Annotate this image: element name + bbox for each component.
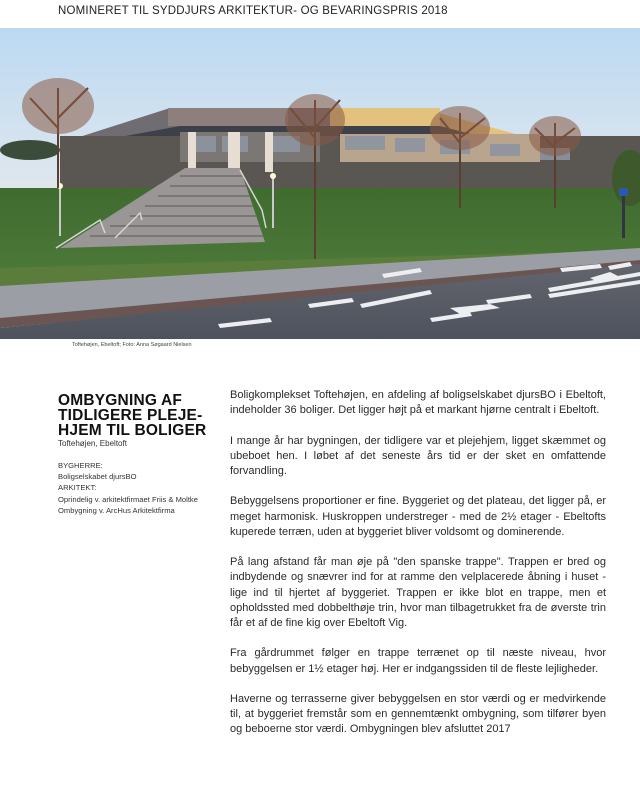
title-line: OMBYGNING AF <box>58 392 183 409</box>
project-credits <box>58 460 228 516</box>
article-title <box>58 393 228 438</box>
architect-label: ARKITEKT: <box>58 483 97 493</box>
body-paragraph: Boligkomplekset Toftehøjen, en afdeling af boligselskabet djursBO i Ebeltoft, indeholder 36 boliger. Det ligger højt på et markant hjørne centralt i Ebeltoft. <box>230 389 606 417</box>
client-value: Boligselskabet djursBO <box>58 472 137 482</box>
photo-caption: Toftehøjen, Ebeltoft; Foto: Anna Søgaard Nielsen <box>72 342 192 348</box>
article-subtitle: Toftehøjen, Ebeltoft <box>58 439 127 448</box>
title-line: TIDLIGERE PLEJE- <box>58 407 203 424</box>
architect-original: Oprindelig v. arkitektfirmaet Friis & Moltke <box>58 494 198 504</box>
title-line: HJEM TIL BOLIGER <box>58 422 207 439</box>
client-label: BYGHERRE: <box>58 461 103 470</box>
article-sidebar <box>58 393 228 516</box>
architect-rebuild: Ombygning v. ArcHus Arkitektfirma <box>58 505 175 515</box>
body-paragraph: På lang afstand får man øje på "den spanske trappe". Trappen er bred og indbydende og snævrer ind for at ramme den velplacerede åbning i huset - lige ind til hjertet af byggeriet. Trappen er ikke blot en trappe, men et opholdssted med dobbelthøje trin, hvor man tilbagetrukket fra de øverste trin får et af de fine kig over Ebeltoft Vig. <box>230 556 606 629</box>
body-paragraph: I mange år har bygningen, der tidligere var et plejehjem, ligget skæmmet og ubeboet hen. I løbet af det seneste års tid er der sket en omfattende forvandling. <box>230 434 606 477</box>
body-paragraph: Haverne og terrasserne giver bebyggelsen en stor værdi og er medvirkende til, at byggeriet fremstår som en gennemtænkt ombygning, som tilfører byen og beboerne stor værdi. Ombygningen blev afsluttet 2017 <box>230 692 606 736</box>
body-paragraph: Bebyggelsens proportioner er fine. Byggeriet og det plateau, det ligger på, er meget harmonisk. Huskroppen understreger - med de 2½ etager - Ebeltofts kuperede terræn, uden at byggeriet bliver voldsomt og dominerende. <box>230 495 606 538</box>
article-body <box>230 388 606 753</box>
building-photo <box>0 28 640 339</box>
body-paragraph: Fra gårdrummet følger en trappe terrænet op til næste niveau, hvor bebyggelsen er 1½ etager høj. Her er indgangssiden til de fleste lejligheder. <box>230 647 606 675</box>
page-header: NOMINERET TIL SYDDJURS ARKITEKTUR- OG BEVARINGSPRIS 2018 <box>58 5 448 17</box>
